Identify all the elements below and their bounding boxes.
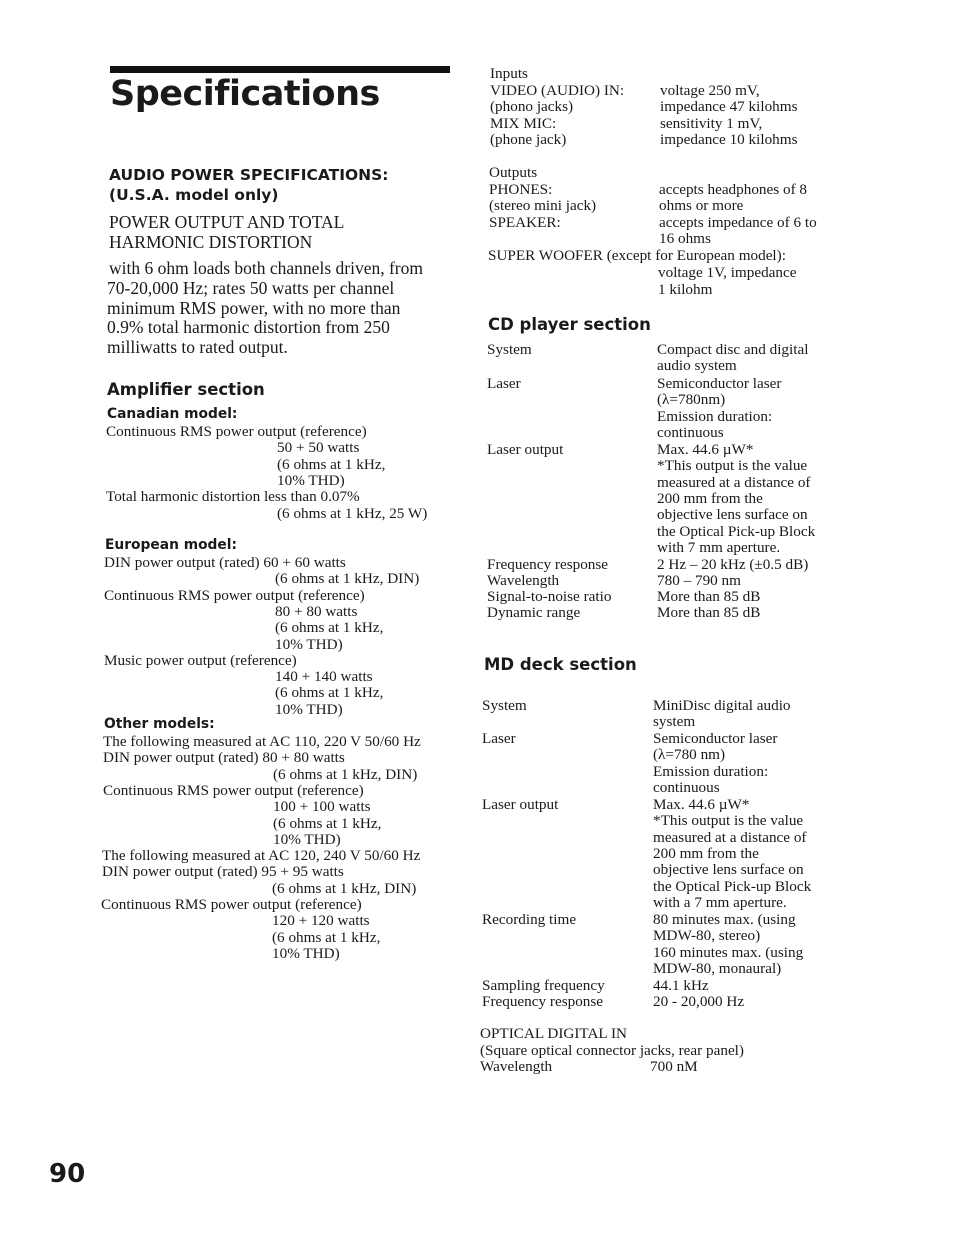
european-spec-line: 80 + 80 watts (275, 602, 358, 620)
canadian-model-label: Canadian model: (107, 406, 238, 422)
european-spec-line: (6 ohms at 1 kHz, DIN) (275, 570, 420, 588)
md-spec-value: Max. 44.6 µW* (653, 796, 750, 813)
input-spec-label: MIX MIC: (490, 114, 557, 132)
cd-spec-value: Compact disc and digital (657, 341, 809, 358)
input-spec-label: (phono jacks) (490, 98, 574, 116)
md-spec-value: 80 minutes max. (using (653, 911, 796, 928)
md-spec-value: continuous (653, 778, 720, 796)
other-models-spec-line: 100 + 100 watts (273, 798, 371, 816)
cd-spec-label: Wavelength (487, 572, 560, 589)
other-models-spec-line: (6 ohms at 1 kHz, DIN) (272, 879, 417, 897)
cd-player-heading: CD player section (488, 315, 651, 334)
optical-digital-in-note: (Square optical connector jacks, rear panel) (480, 1042, 744, 1059)
md-spec-value: the Optical Pick-up Block (653, 877, 812, 895)
super-woofer-line: SUPER WOOFER (except for European model): (488, 247, 786, 264)
title-rule (110, 66, 450, 73)
canadian-spec-line: 10% THD) (277, 471, 345, 489)
canadian-spec-line: Total harmonic distortion less than 0.07% (106, 488, 360, 506)
page-number: 90 (49, 1159, 86, 1189)
amplifier-heading: Amplifier section (107, 380, 265, 399)
super-woofer-value: 1 kilohm (658, 281, 713, 298)
super-woofer-value: voltage 1V, impedance (658, 264, 797, 281)
canadian-spec-line: (6 ohms at 1 kHz, (277, 455, 386, 473)
cd-spec-value: continuous (657, 423, 724, 441)
md-spec-value: MDW-80, stereo) (653, 927, 761, 945)
input-spec-label: (phone jack) (490, 130, 567, 148)
md-spec-value: Emission duration: (653, 762, 769, 780)
other-models-spec-line: Continuous RMS power output (reference) (101, 896, 362, 913)
cd-spec-label: System (487, 341, 532, 358)
md-spec-value: (λ=780 nm) (653, 746, 726, 764)
output-spec-label: SPEAKER: (489, 213, 561, 231)
cd-spec-value: Max. 44.6 µW* (657, 441, 754, 458)
canadian-spec-line: (6 ohms at 1 kHz, 25 W) (277, 504, 428, 522)
optical-wavelength-label: Wavelength (480, 1058, 553, 1075)
canadian-spec-line: Continuous RMS power output (reference) (106, 423, 367, 440)
md-spec-value: 160 minutes max. (using (653, 943, 804, 961)
cd-spec-value: audio system (657, 357, 737, 375)
other-models-spec-line: DIN power output (rated) 80 + 80 watts (103, 749, 345, 767)
md-deck-heading: MD deck section (484, 655, 637, 674)
md-spec-label: Frequency response (482, 993, 604, 1010)
cd-spec-label: Signal-to-noise ratio (487, 588, 612, 605)
output-spec-value: ohms or more (659, 197, 744, 215)
md-spec-value: 20 - 20,000 Hz (653, 993, 745, 1010)
input-spec-value: impedance 10 kilohms (660, 130, 798, 148)
other-models-label: Other models: (104, 716, 215, 732)
md-spec-label: Sampling frequency (482, 977, 605, 994)
inputs-label: Inputs (490, 65, 528, 82)
md-spec-value: measured at a distance of (653, 828, 807, 846)
md-spec-value: system (653, 713, 696, 731)
input-spec-value: voltage 250 mV, (660, 82, 760, 99)
md-spec-label: System (482, 697, 527, 714)
cd-spec-label: Frequency response (487, 556, 609, 573)
input-spec-value: impedance 47 kilohms (660, 98, 798, 116)
audio-power-body: 70-20,000 Hz; rates 50 watts per channel (107, 278, 395, 298)
cd-spec-value: *This output is the value (657, 457, 808, 475)
cd-spec-value: More than 85 dB (657, 604, 761, 621)
optical-wavelength-value: 700 nM (650, 1058, 698, 1075)
cd-spec-value: Semiconductor laser (657, 375, 782, 392)
cd-spec-value: the Optical Pick-up Block (657, 522, 816, 540)
other-models-spec-line: (6 ohms at 1 kHz, DIN) (273, 765, 418, 783)
audio-power-subheading: HARMONIC DISTORTION (109, 232, 313, 252)
md-spec-value: 200 mm from the (653, 844, 759, 862)
audio-power-subheading: POWER OUTPUT AND TOTAL (109, 212, 345, 232)
output-spec-label: (stereo mini jack) (489, 197, 597, 215)
input-spec-label: VIDEO (AUDIO) IN: (490, 82, 625, 99)
other-models-spec-line: 10% THD) (272, 944, 340, 962)
audio-power-body: with 6 ohm loads both channels driven, from (109, 258, 423, 278)
european-model-label: European model: (105, 537, 238, 553)
md-spec-value: Semiconductor laser (653, 730, 778, 747)
md-spec-value: MDW-80, monaural) (653, 959, 782, 977)
other-models-spec-line: The following measured at AC 110, 220 V 50/60 Hz (103, 733, 421, 750)
european-spec-line: 140 + 140 watts (275, 668, 373, 686)
output-spec-value: accepts impedance of 6 to (659, 213, 817, 231)
other-models-spec-line: DIN power output (rated) 95 + 95 watts (102, 863, 344, 881)
other-models-spec-line: 10% THD) (273, 830, 341, 848)
other-models-spec-line: (6 ohms at 1 kHz, (273, 814, 382, 832)
output-spec-label: PHONES: (489, 181, 553, 198)
audio-power-body: minimum RMS power, with no more than (107, 298, 401, 318)
audio-power-heading-model: (U.S.A. model only) (109, 186, 279, 204)
european-spec-line: (6 ohms at 1 kHz, (275, 684, 384, 702)
european-spec-line: Continuous RMS power output (reference) (104, 586, 365, 604)
cd-spec-value: objective lens surface on (657, 506, 808, 524)
md-spec-label: Recording time (482, 911, 577, 928)
optical-digital-in-title: OPTICAL DIGITAL IN (480, 1025, 627, 1042)
md-spec-value: MiniDisc digital audio (653, 697, 791, 714)
output-spec-value: 16 ohms (659, 229, 711, 247)
audio-power-body: 0.9% total harmonic distortion from 250 (107, 317, 390, 337)
other-models-spec-line: Continuous RMS power output (reference) (103, 781, 364, 799)
cd-spec-value: Emission duration: (657, 407, 773, 425)
md-spec-label: Laser (482, 730, 516, 747)
input-spec-value: sensitivity 1 mV, (660, 114, 763, 132)
cd-spec-label: Dynamic range (487, 604, 581, 621)
md-spec-value: *This output is the value (653, 812, 804, 830)
other-models-spec-line: (6 ohms at 1 kHz, (272, 928, 381, 946)
european-spec-line: 10% THD) (275, 635, 343, 653)
cd-spec-value: 780 – 790 nm (657, 572, 741, 589)
european-spec-line: Music power output (reference) (104, 651, 297, 669)
cd-spec-value: measured at a distance of (657, 473, 811, 491)
other-models-spec-line: The following measured at AC 120, 240 V 50/60 Hz (102, 847, 421, 865)
page-title: Specifications (110, 74, 380, 114)
european-spec-line: DIN power output (rated) 60 + 60 watts (104, 554, 346, 571)
md-spec-value: with a 7 mm aperture. (653, 893, 787, 911)
md-spec-value: objective lens surface on (653, 861, 804, 879)
cd-spec-value: 2 Hz – 20 kHz (±0.5 dB) (657, 556, 809, 573)
cd-spec-value: 200 mm from the (657, 489, 763, 507)
cd-spec-value: More than 85 dB (657, 588, 761, 605)
cd-spec-label: Laser (487, 375, 521, 392)
canadian-spec-line: 50 + 50 watts (277, 439, 360, 457)
cd-spec-value: with 7 mm aperture. (657, 538, 781, 556)
other-models-spec-line: 120 + 120 watts (272, 912, 370, 930)
md-spec-value: 44.1 kHz (653, 977, 709, 994)
audio-power-heading: AUDIO POWER SPECIFICATIONS: (109, 166, 389, 184)
md-spec-label: Laser output (482, 796, 559, 813)
audio-power-body: milliwatts to rated output. (107, 337, 288, 357)
cd-spec-value: (λ=780nm) (657, 391, 726, 409)
outputs-label: Outputs (489, 164, 538, 181)
output-spec-value: accepts headphones of 8 (659, 181, 808, 198)
cd-spec-label: Laser output (487, 441, 564, 458)
european-spec-line: 10% THD) (275, 700, 343, 718)
european-spec-line: (6 ohms at 1 kHz, (275, 619, 384, 637)
